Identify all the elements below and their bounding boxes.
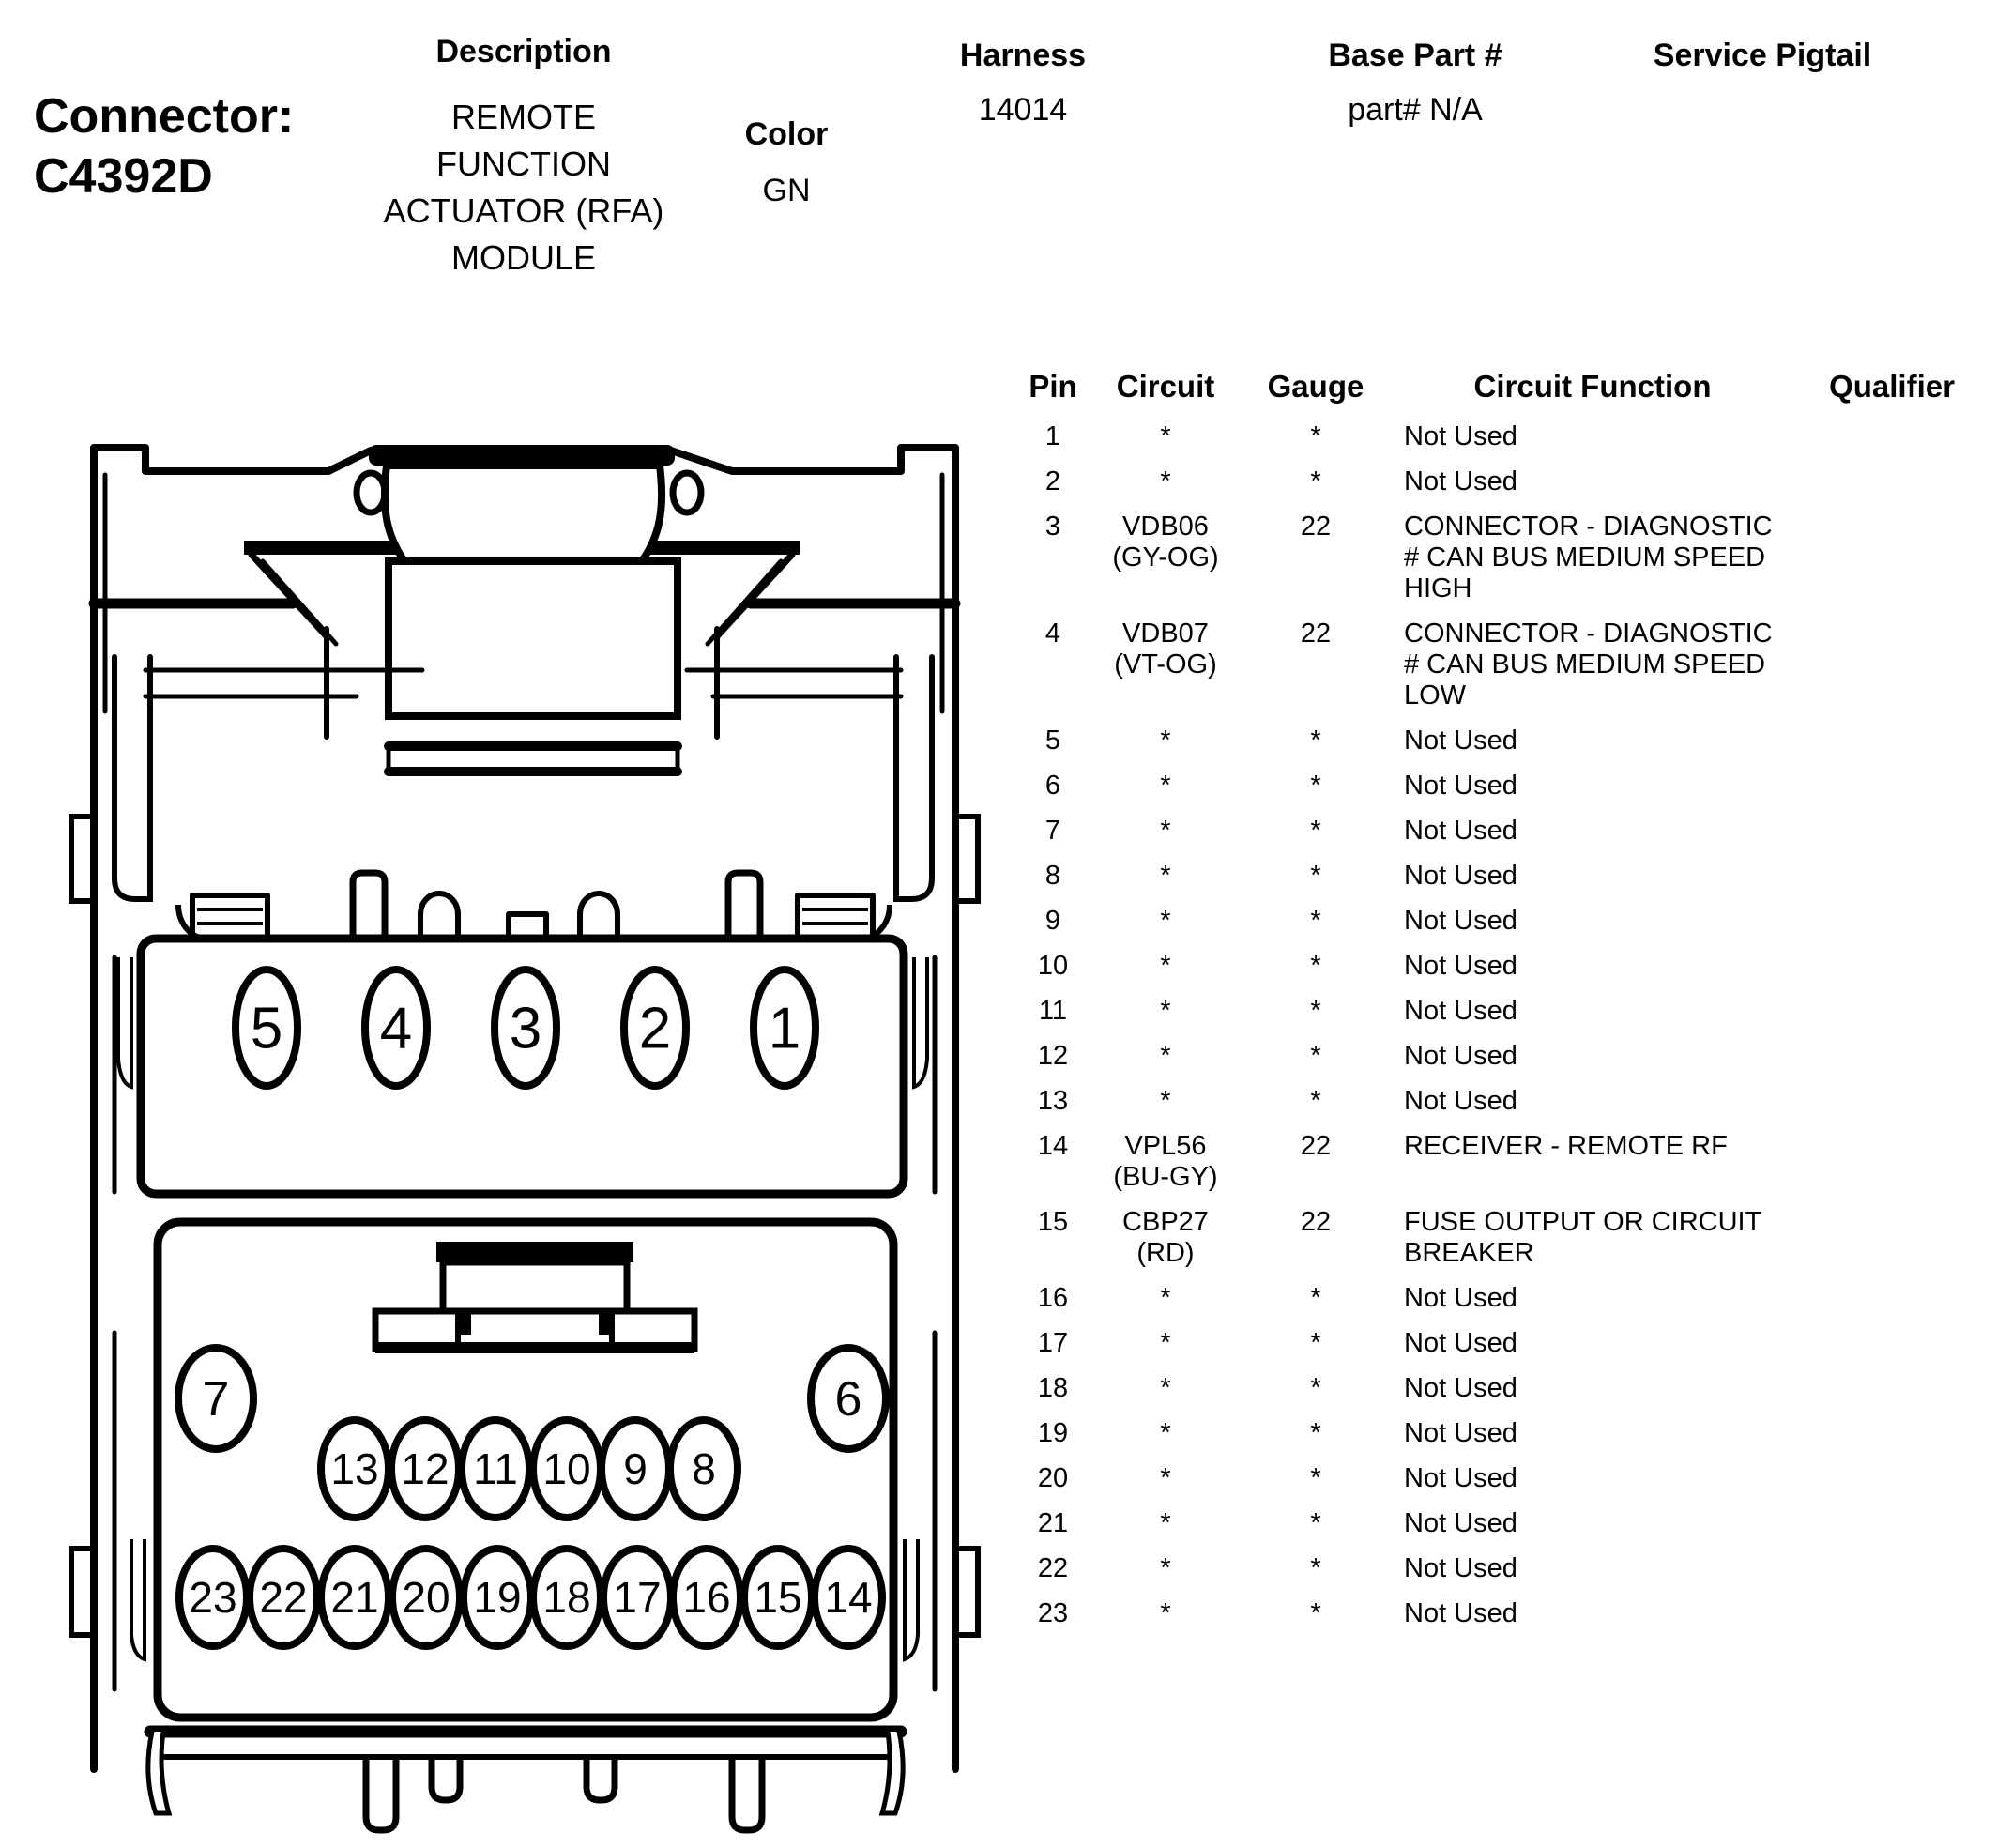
table-row — [1019, 1131, 1995, 1193]
pin-18-label: 18 — [542, 1573, 591, 1623]
table-row — [1019, 1041, 1995, 1072]
cell-gauge: * — [1310, 1373, 1321, 1403]
cell-circuit: * — [1160, 1508, 1171, 1538]
cell-pin: 16 — [1037, 1283, 1069, 1313]
table-row — [1019, 861, 1995, 892]
pin-table-header — [1019, 369, 1995, 405]
description-header: Description — [435, 34, 612, 69]
column-header-circuit-function: Circuit Function — [1473, 369, 1712, 404]
cell-circuit: * — [1160, 1041, 1171, 1071]
cell-gauge: * — [1310, 1598, 1321, 1628]
cell-qualifier — [1798, 1328, 1986, 1359]
table-row — [1019, 421, 1995, 452]
cell-circuit: * — [1160, 951, 1171, 981]
cell-gauge: * — [1310, 1041, 1321, 1071]
cell-circuit-function: Not Used — [1404, 1041, 1517, 1071]
color-value: GN — [762, 173, 811, 208]
pin-14-label: 14 — [824, 1573, 873, 1623]
pin-2-label: 2 — [638, 996, 672, 1061]
cell-pin: 11 — [1038, 996, 1068, 1026]
base-part-value: part# N/A — [1348, 92, 1483, 128]
pin-16-label: 16 — [682, 1573, 731, 1623]
cell-circuit-function: RECEIVER - REMOTE RF — [1404, 1131, 1728, 1161]
cell-qualifier — [1798, 996, 1986, 1027]
cell-pin: 6 — [1044, 771, 1061, 801]
cell-gauge: 22 — [1300, 1207, 1332, 1237]
pin-12-label: 12 — [401, 1444, 450, 1494]
cell-pin: 21 — [1037, 1508, 1069, 1538]
cell-pin: 5 — [1044, 725, 1061, 756]
cell-qualifier — [1798, 512, 1986, 604]
color-header: Color — [744, 116, 829, 152]
cell-pin: 4 — [1044, 619, 1061, 649]
pin-table-body — [1019, 421, 1995, 1629]
table-row — [1019, 951, 1995, 982]
cell-circuit-function: Not Used — [1404, 1086, 1517, 1116]
table-row — [1019, 1463, 1995, 1494]
cell-pin: 2 — [1044, 466, 1061, 496]
cell-qualifier — [1798, 1207, 1986, 1269]
cell-circuit: * — [1160, 1086, 1171, 1116]
harness-value: 14014 — [978, 92, 1068, 128]
cell-pin: 3 — [1044, 512, 1061, 542]
cell-pin: 10 — [1037, 951, 1069, 981]
cell-circuit-function: Not Used — [1404, 996, 1517, 1026]
cell-pin: 15 — [1037, 1207, 1069, 1237]
pin-5-label: 5 — [250, 996, 283, 1061]
cell-circuit-function: Not Used — [1404, 816, 1517, 846]
harness-header: Harness — [959, 38, 1087, 73]
pin-10-label: 10 — [542, 1444, 591, 1494]
pin-23-label: 23 — [189, 1573, 237, 1623]
table-row — [1019, 1508, 1995, 1539]
table-row — [1019, 816, 1995, 847]
pin-7-label: 7 — [202, 1372, 230, 1428]
cell-circuit: * — [1160, 466, 1171, 496]
cell-gauge: * — [1310, 1463, 1321, 1493]
cell-qualifier — [1798, 619, 1986, 711]
cell-circuit-function: CONNECTOR - DIAGNOSTIC # CAN BUS MEDIUM SPEED HIGH — [1404, 512, 1773, 603]
cell-qualifier — [1798, 466, 1986, 497]
cell-circuit-function: Not Used — [1404, 1463, 1517, 1493]
pin-3-label: 3 — [509, 996, 542, 1061]
table-row — [1019, 996, 1995, 1027]
cell-circuit-function: Not Used — [1404, 421, 1517, 451]
cell-circuit: CBP27 (RD) — [1122, 1207, 1209, 1268]
cell-circuit: * — [1160, 421, 1171, 451]
cell-qualifier — [1798, 1598, 1986, 1629]
pin-4-label: 4 — [379, 996, 413, 1061]
cell-circuit-function: Not Used — [1404, 1283, 1517, 1313]
cell-gauge: 22 — [1300, 1131, 1332, 1161]
cell-circuit-function: Not Used — [1404, 906, 1517, 936]
cell-circuit: * — [1160, 1373, 1171, 1403]
cell-gauge: * — [1310, 861, 1321, 891]
cell-circuit: * — [1160, 1598, 1171, 1628]
cell-qualifier — [1798, 771, 1986, 802]
cell-gauge: * — [1310, 1418, 1321, 1448]
pin-1-label: 1 — [768, 996, 801, 1061]
table-row — [1019, 1283, 1995, 1314]
cell-circuit: VPL56 (BU-GY) — [1113, 1131, 1218, 1192]
cell-qualifier — [1798, 1553, 1986, 1584]
cell-circuit-function: Not Used — [1404, 466, 1517, 496]
table-row — [1019, 1373, 1995, 1404]
cell-qualifier — [1798, 421, 1986, 452]
cell-circuit-function: Not Used — [1404, 1328, 1517, 1358]
pin-20-label: 20 — [402, 1573, 450, 1623]
cell-qualifier — [1798, 1373, 1986, 1404]
pin-21-label: 21 — [330, 1573, 379, 1623]
pin-6-label: 6 — [834, 1372, 862, 1428]
cell-circuit: * — [1160, 1553, 1171, 1583]
cell-circuit-function: Not Used — [1404, 1598, 1517, 1628]
cell-gauge: * — [1310, 1328, 1321, 1358]
description-value: REMOTE FUNCTION ACTUATOR (RFA) MODULE — [383, 98, 664, 277]
cell-circuit-function: Not Used — [1404, 771, 1517, 801]
cell-circuit-function: Not Used — [1404, 725, 1517, 756]
connector-latch — [357, 445, 701, 561]
cell-pin: 13 — [1037, 1086, 1069, 1116]
cell-pin: 22 — [1037, 1553, 1069, 1583]
cell-gauge: * — [1310, 771, 1321, 801]
cell-circuit: * — [1160, 861, 1171, 891]
cell-gauge: * — [1310, 1508, 1321, 1538]
pin-8-label: 8 — [692, 1444, 716, 1494]
cell-gauge: * — [1310, 725, 1321, 756]
table-row — [1019, 725, 1995, 756]
cell-qualifier — [1798, 1418, 1986, 1449]
cell-circuit: * — [1160, 816, 1171, 846]
cell-pin: 18 — [1037, 1373, 1069, 1403]
cell-gauge: * — [1310, 421, 1321, 451]
cell-pin: 14 — [1037, 1131, 1069, 1161]
cell-gauge: * — [1310, 996, 1321, 1026]
table-row — [1019, 1418, 1995, 1449]
connector-diagram — [56, 319, 995, 1848]
cell-circuit: * — [1160, 771, 1171, 801]
cell-circuit-function: Not Used — [1404, 1508, 1517, 1538]
cell-circuit: * — [1160, 906, 1171, 936]
cell-circuit: VDB06 (GY-OG) — [1112, 512, 1219, 573]
base-part-header: Base Part # — [1328, 38, 1502, 73]
cell-gauge: * — [1310, 1553, 1321, 1583]
table-row — [1019, 1598, 1995, 1629]
connector-id: C4392D — [34, 149, 213, 204]
column-header-circuit: Circuit — [1116, 369, 1215, 404]
cell-pin: 7 — [1044, 816, 1061, 846]
cell-pin: 12 — [1037, 1041, 1069, 1071]
cell-qualifier — [1798, 816, 1986, 847]
cell-circuit: * — [1160, 996, 1171, 1026]
cell-circuit: * — [1160, 1328, 1171, 1358]
cell-qualifier — [1798, 1508, 1986, 1539]
cell-qualifier — [1798, 906, 1986, 937]
cell-qualifier — [1798, 1041, 1986, 1072]
cell-circuit: * — [1160, 725, 1171, 756]
pin-19-label: 19 — [473, 1573, 522, 1623]
cell-qualifier — [1798, 1086, 1986, 1117]
cell-circuit-function: Not Used — [1404, 1373, 1517, 1403]
cell-qualifier — [1798, 1463, 1986, 1494]
cell-circuit-function: Not Used — [1404, 1418, 1517, 1448]
cell-circuit-function: Not Used — [1404, 861, 1517, 891]
cell-pin: 8 — [1044, 861, 1061, 891]
cell-qualifier — [1798, 1283, 1986, 1314]
pin-15-label: 15 — [754, 1573, 802, 1623]
cell-qualifier — [1798, 1131, 1986, 1193]
cell-gauge: * — [1310, 466, 1321, 496]
cell-qualifier — [1798, 951, 1986, 982]
cell-circuit-function: CONNECTOR - DIAGNOSTIC # CAN BUS MEDIUM SPEED LOW — [1404, 619, 1773, 710]
pin-13-label: 13 — [330, 1444, 379, 1494]
connector-title — [34, 86, 294, 206]
table-row — [1019, 512, 1995, 604]
table-row — [1019, 466, 1995, 497]
column-header-gauge: Gauge — [1267, 369, 1364, 404]
cell-pin: 1 — [1044, 421, 1061, 451]
cell-qualifier — [1798, 861, 1986, 892]
table-row — [1019, 619, 1995, 711]
cell-circuit: VDB07 (VT-OG) — [1114, 619, 1217, 680]
column-header-qualifier: Qualifier — [1829, 369, 1955, 404]
table-row — [1019, 1207, 1995, 1269]
cell-pin: 20 — [1037, 1463, 1069, 1493]
cell-qualifier — [1798, 725, 1986, 756]
connector-index-keys — [178, 873, 890, 939]
cell-pin: 9 — [1044, 906, 1061, 936]
cell-gauge: * — [1310, 1086, 1321, 1116]
cell-circuit: * — [1160, 1283, 1171, 1313]
pin-17-label: 17 — [613, 1573, 662, 1623]
cell-circuit-function: Not Used — [1404, 951, 1517, 981]
connector-collar — [252, 555, 792, 771]
table-row — [1019, 906, 1995, 937]
table-row — [1019, 1328, 1995, 1359]
cell-gauge: * — [1310, 951, 1321, 981]
cell-gauge: * — [1310, 1283, 1321, 1313]
cell-gauge: 22 — [1300, 619, 1332, 649]
column-header-pin: Pin — [1029, 369, 1077, 404]
cell-gauge: * — [1310, 816, 1321, 846]
cell-circuit-function: Not Used — [1404, 1553, 1517, 1583]
connector-base — [148, 1732, 903, 1830]
pin-table — [1019, 369, 1995, 1643]
table-row — [1019, 771, 1995, 802]
pin-22-label: 22 — [259, 1573, 308, 1623]
table-row — [1019, 1086, 1995, 1117]
service-pigtail-header: Service Pigtail — [1653, 38, 1872, 73]
cell-pin: 19 — [1037, 1418, 1069, 1448]
table-row — [1019, 1553, 1995, 1584]
cell-gauge: 22 — [1300, 512, 1332, 542]
cell-pin: 23 — [1037, 1598, 1069, 1628]
connector-label: Connector: — [34, 89, 295, 144]
cell-circuit: * — [1160, 1463, 1171, 1493]
pin-11-label: 11 — [473, 1444, 518, 1494]
cell-gauge: * — [1310, 906, 1321, 936]
pin-9-label: 9 — [623, 1444, 648, 1494]
cell-pin: 17 — [1037, 1328, 1069, 1358]
cell-circuit: * — [1160, 1418, 1171, 1448]
cell-circuit-function: FUSE OUTPUT OR CIRCUIT BREAKER — [1404, 1207, 1762, 1268]
